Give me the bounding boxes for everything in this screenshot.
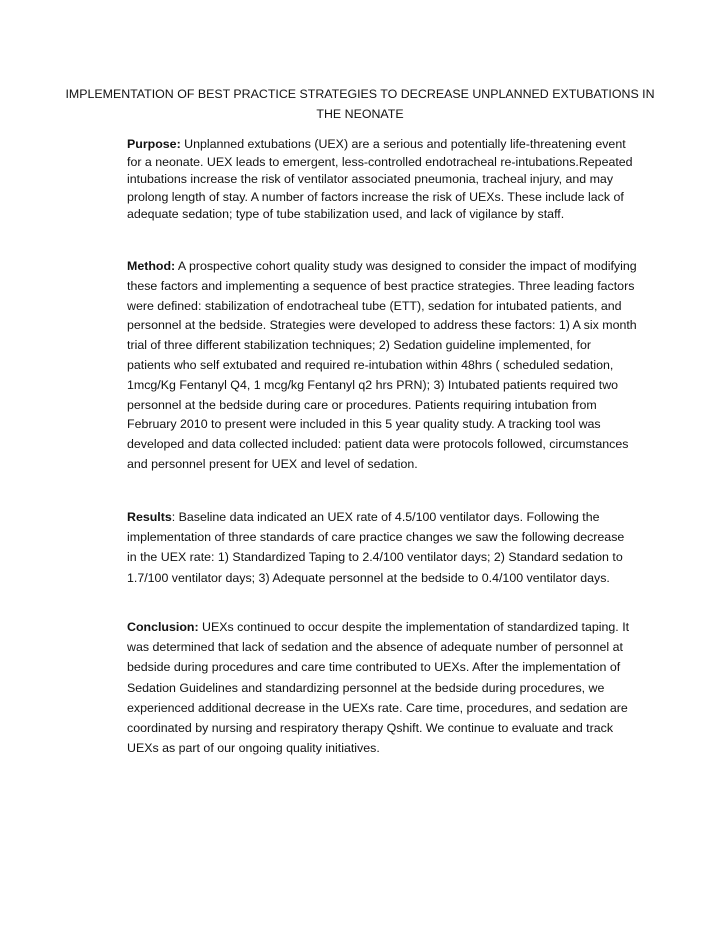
conclusion-label: Conclusion: [127, 620, 199, 634]
purpose-paragraph [127, 136, 637, 224]
results-text: : Baseline data indicated an UEX rate of 4.5/100 ventilator days. Following the implementation of three standards of care practice changes we saw the following decrease in the UEX rate: 1) Standardized Taping to 2.4/100 ventilator days; 2) Standard sedation to 1.7/100 ventilator days; 3) Adequate personnel at the bedside to 0.4/100 ventilator days. [127, 510, 625, 585]
method-label: Method: [127, 259, 176, 273]
document-title: IMPLEMENTATION OF BEST PRACTICE STRATEGIES TO DECREASE UNPLANNED EXTUBATIONS IN THE NEONATE [65, 87, 655, 121]
conclusion-text: UEXs continued to occur despite the implementation of standardized taping. It was determined that lack of sedation and the absence of adequate number of personnel at bedside during procedures and care time contributed to UEXs. After the implementation of Sedation Guidelines and standardizing personnel at the bedside during procedures, we experienced additional decrease in the UEXs rate. Care time, procedures, and sedation are coordinated by nursing and respiratory therapy Qshift. We continue to evaluate and track UEXs as part of our ongoing quality initiatives. [127, 620, 630, 756]
method-text: A prospective cohort quality study was designed to consider the impact of modifying these factors and implementing a sequence of best practice strategies. Three leading factors were defined: stabilization of endotracheal tube (ETT), sedation for intubated patients, and personnel at the bedside. Strategies were developed to address these factors: 1) A six month trial of three different stabilization techniques; 2) Sedation guideline implemented, for patients who self extubated and required re-intubation within 48hrs ( scheduled sedation, 1mcg/Kg Fentanyl Q4, 1 mcg/kg Fentanyl q2 hrs PRN); 3) Intubated patients required two personnel at the bedside during care or procedures. Patients requiring intubation from February 2010 to present were included in this 5 year quality study. A tracking tool was developed and data collected included: patient data were protocols followed, circumstances and personnel present for UEX and level of sedation. [127, 259, 637, 471]
method-paragraph [127, 257, 637, 475]
results-label: Results [127, 510, 172, 524]
conclusion-paragraph [127, 617, 637, 758]
purpose-text: Unplanned extubations (UEX) are a serious and potentially life-threatening event for a neonate. UEX leads to emergent, less-controlled endotracheal re-intubations.Repeated intubations increase the risk of ventilator associated pneumonia, tracheal injury, and may prolong length of stay. A number of factors increase the risk of UEXs. These include lack of adequate sedation; type of tube stabilization used, and lack of vigilance by staff. [127, 137, 633, 222]
purpose-label: Purpose: [127, 137, 181, 151]
results-paragraph [127, 507, 637, 588]
